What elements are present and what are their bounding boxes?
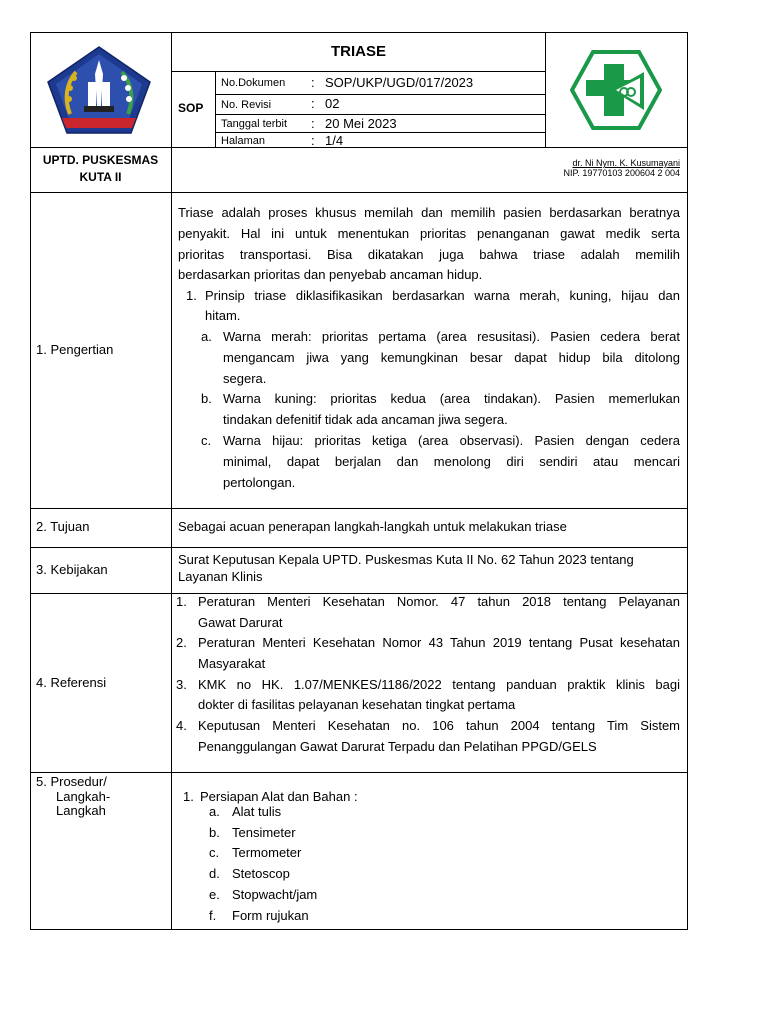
signatory-name: dr. Ni Nym. K. Kusumayani	[572, 158, 680, 168]
meta-value-dokumen: SOP/UKP/UGD/017/2023	[325, 75, 474, 90]
ref-line: KMK no HK. 1.07/MENKES/1186/2022 tentang panduan praktik klinis bagi	[198, 677, 680, 692]
ref-line: Keputusan Menteri Kesehatan no. 106 tahun 2004 tentang Tim Sistem	[198, 718, 680, 733]
paragraph-line: penyakit. Hal ini untuk menentukan prioritas penanganan gawat medik serta	[178, 226, 680, 241]
prosedur-item-marker: b.	[209, 825, 220, 840]
sop-label: SOP	[178, 101, 204, 115]
section-label-prosedur: 5. Prosedur/	[36, 774, 107, 789]
prosedur-item-marker: a.	[209, 804, 220, 819]
prosedur-item: Tensimeter	[232, 825, 296, 840]
badung-logo	[44, 44, 154, 136]
section-label-prosedur: Langkah-	[56, 789, 111, 804]
ref-number: 4.	[176, 718, 187, 733]
pengertian-point-number: 1.	[186, 288, 197, 303]
page-title: TRIASE	[330, 43, 386, 60]
prosedur-item-marker: e.	[209, 887, 220, 902]
org-name-line1: UPTD. PUSKESMAS	[42, 153, 159, 167]
pengertian-point-line: Prinsip triase diklasifikasikan berdasarkan warna merah, kuning, hijau dan	[205, 288, 680, 303]
sub-line: tindakan defenitif tidak ada ancaman jiwa segera.	[223, 412, 508, 427]
meta-sep-halaman: :	[311, 133, 315, 148]
paragraph-line: berdasarkan prioritas dan penyebab ancaman hidup.	[178, 267, 483, 282]
ref-line: Masyarakat	[198, 656, 266, 671]
org-name-line2: KUTA II	[79, 170, 122, 184]
meta-sep-tanggal: :	[311, 116, 315, 131]
ref-line: dokter di fasilitas pelayanan kesehatan tingkat pertama	[198, 697, 516, 712]
meta-sep-revisi: :	[311, 96, 315, 111]
meta-label-revisi: No. Revisi	[221, 99, 272, 111]
ref-number: 1.	[176, 594, 187, 609]
prosedur-item: Stetoscop	[232, 866, 290, 881]
sub-marker: b.	[201, 391, 212, 406]
sub-marker: c.	[201, 433, 212, 448]
meta-sep-dokumen: :	[311, 75, 315, 90]
prosedur-item: Termometer	[232, 845, 302, 860]
puskesmas-logo	[570, 50, 662, 130]
sub-line: minimal, dapat berjalan dan menolong diri sendiri atau mencari	[223, 454, 680, 469]
ref-line: Penanggulangan Gawat Darurat Terpadu dan Pelatihan PPGD/GELS	[198, 739, 597, 754]
meta-label-halaman: Halaman	[221, 135, 266, 147]
kebijakan-line: Layanan Klinis	[178, 569, 263, 584]
paragraph-line: prioritas transportasi. Bisa dikatakan juga bahwa triase adalah memilih	[178, 247, 680, 262]
ref-number: 3.	[176, 677, 187, 692]
prosedur-point-title: Persiapan Alat dan Bahan :	[200, 789, 358, 804]
ref-line: Peraturan Menteri Kesehatan Nomor. 47 tahun 2018 tentang Pelayanan	[198, 594, 680, 609]
section-label-pengertian: 1. Pengertian	[36, 342, 114, 357]
prosedur-point-number: 1.	[183, 789, 194, 804]
sub-line: pertolongan.	[223, 475, 296, 490]
prosedur-item: Stopwacht/jam	[232, 887, 318, 902]
tujuan-text: Sebagai acuan penerapan langkah-langkah untuk melakukan triase	[178, 519, 567, 534]
prosedur-item: Form rujukan	[232, 908, 309, 923]
sub-line: Warna merah: prioritas pertama (area resusitasi). Pasien cedera berat	[223, 329, 680, 344]
meta-label-dokumen: No.Dokumen	[221, 77, 286, 89]
ref-line: Peraturan Menteri Kesehatan Nomor 43 Tahun 2019 tentang Pusat kesehatan	[198, 635, 680, 650]
signatory-nip: NIP. 19770103 200604 2 004	[563, 168, 680, 178]
sub-marker: a.	[201, 329, 212, 344]
sub-line: segera.	[223, 371, 267, 386]
section-label-tujuan: 2. Tujuan	[36, 519, 90, 534]
section-label-referensi: 4. Referensi	[36, 675, 107, 690]
section-label-prosedur: Langkah	[56, 803, 106, 818]
section-label-kebijakan: 3. Kebijakan	[36, 562, 108, 577]
prosedur-item: Alat tulis	[232, 804, 282, 819]
ref-number: 2.	[176, 635, 187, 650]
sub-line: mengancam jiwa yang kemungkinan besar dapat hidup bila ditolong	[223, 350, 680, 365]
meta-value-halaman: 1/4	[325, 133, 344, 148]
meta-label-tanggal: Tanggal terbit	[221, 118, 288, 130]
kebijakan-line: Surat Keputusan Kepala UPTD. Puskesmas Kuta II No. 62 Tahun 2023 tentang	[178, 552, 634, 567]
ref-line: Gawat Darurat	[198, 615, 283, 630]
meta-value-tanggal: 20 Mei 2023	[325, 116, 397, 131]
prosedur-item-marker: f.	[209, 908, 217, 923]
prosedur-item-marker: c.	[209, 845, 220, 860]
meta-value-revisi: 02	[325, 96, 340, 111]
sub-line: Warna kuning: prioritas kedua (area tindakan). Pasien memerlukan	[223, 391, 680, 406]
prosedur-item-marker: d.	[209, 866, 220, 881]
pengertian-point-line: hitam.	[205, 308, 241, 323]
paragraph-line: Triase adalah proses khusus memilah dan memilih pasien berdasarkan beratnya	[178, 205, 680, 220]
sub-line: Warna hijau: prioritas ketiga (area observasi). Pasien dengan cedera	[223, 433, 680, 448]
